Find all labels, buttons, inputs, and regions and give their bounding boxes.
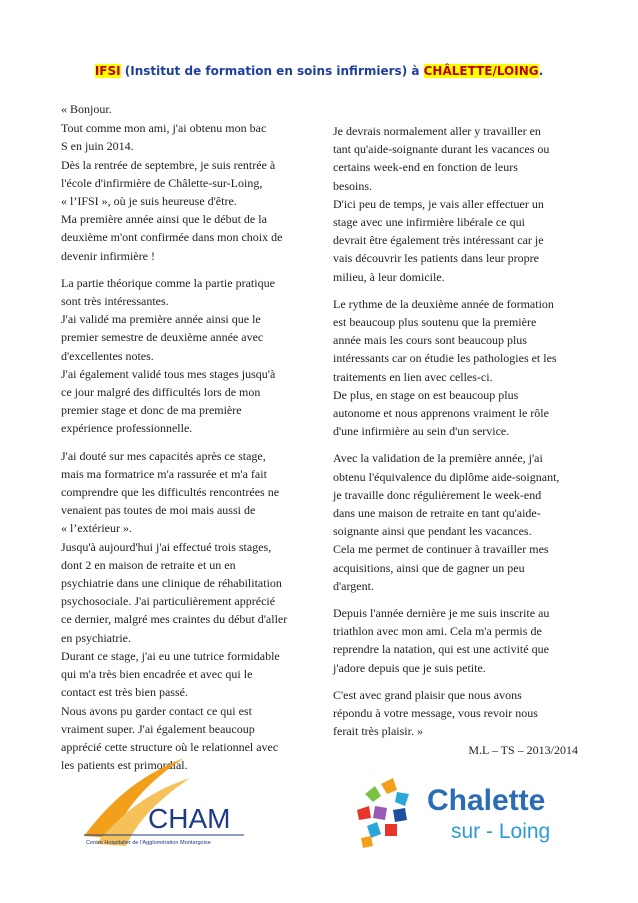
title-institute: Institut de formation en soins infirmiers (130, 64, 402, 78)
chalette-logo (347, 772, 557, 852)
document-title (0, 64, 638, 78)
cham-logo (74, 756, 254, 852)
title-city: CHÂLETTE/LOING (423, 64, 539, 78)
left-column (61, 100, 301, 783)
chalette-sub: sur - Loing (451, 820, 551, 843)
chalette-birds-icon (357, 778, 409, 848)
left-paragraph-3: J'ai douté sur mes capacités après ce stage, mais ma formatrice m'a rassurée et m'a fait comprendre que les difficultés rencontrées ne venaient pas toutes de moi mais aussi de « l’extérieur ». Jusqu'à aujourd'hui j'ai effectué trois stages, dont 2 en maison de retraite et un en psychiatrie dans une clinique de réhabilitation psychosociale. J'ai particulièrement apprécié ce dernier, malgré mes craintes du début d'aller en psychiatrie. Durant ce stage, j'ai eu une tutrice formidable qui m'a très bien encadrée et avec qui le contact est très bien passé. Nous avons pu garder contact ce qui est vraiment super. J'ai également beaucoup apprécié cette structure où le relationnel avec les patients est primordial. (61, 448, 288, 773)
right-paragraph-2: Le rythme de la deuxième année de formation est beaucoup plus soutenu que la première année mais les cours sont beaucoup plus intéressants car on étudie les pathologies et les traitements en lien avec celles-ci. De plus, en stage on est beaucoup plus autonome et nous apprenons vraiment le rôle d'une infirmière au sein d'un service. (333, 296, 557, 439)
title-paren-open: ( (124, 64, 131, 78)
cham-subtitle: Centre Hospitalier de l'Agglomération Montargoise (86, 840, 211, 846)
chalette-name: Chalette (427, 784, 546, 817)
signature: M.L – TS – 2013/2014 (468, 743, 578, 757)
greeting: « Bonjour. (61, 102, 112, 116)
title-paren-close: ) (401, 64, 408, 78)
title-ifsi: IFSI (94, 64, 121, 78)
left-paragraph-2: La partie théorique comme la partie pratique sont très intéressantes. J'ai validé ma première année ainsi que le premier semestre de deuxième année avec d'excellentes notes. J'ai également validé tous mes stages jusqu'à ce jour malgré des difficultés lors de mon premier stage et donc de ma première expérience professionnelle. (61, 275, 276, 436)
title-a: à (407, 64, 424, 78)
right-paragraph-1: Je devrais normalement aller y travailler en tant qu'aide-soignante durant les vacances ou certains week-end en fonction de leurs besoins. D'ici peu de temps, je vais aller effectuer un stage avec une infirmière libérale ce qui devrait être également très intéressant car je vais découvrir les patients dans leur propre milieu, à leur domicile. (333, 124, 550, 284)
right-paragraph-3: Avec la validation de la première année, j'ai obtenu l'équivalence du diplôme aide-soignant, je travaille donc régulièrement le week-end dans une maison de retraite en tant qu'aide- soignante ainsi que pendant les vacances. Cela me permet de continuer à travailler mes acquisitions, ainsi que de gagner un peu d'argent. (333, 451, 560, 593)
right-paragraph-5: C'est avec grand plaisir que nous avons répondu à votre message, vous revoir nous ferait très plaisir. » (333, 687, 538, 739)
cham-name: CHAM (148, 803, 231, 834)
left-paragraph-1: Tout comme mon ami, j'ai obtenu mon bac S en juin 2014. Dès la rentrée de septembre, je suis rentrée à l'école d'infirmière de Châlette-sur-Loing, « l’IFSI », où je suis heureuse d'être. Ma première année ainsi que le début de la deuxième m'ont confirmée dans mon choix de devenir infirmière ! (61, 121, 283, 263)
right-paragraph-4: Depuis l'année dernière je me suis inscrite au triathlon avec mon ami. Cela m'a permis de reprendre la natation, qui est une activité que j'adore depuis que je suis petite. (333, 606, 550, 675)
right-column (333, 122, 578, 750)
title-period: . (538, 64, 544, 78)
